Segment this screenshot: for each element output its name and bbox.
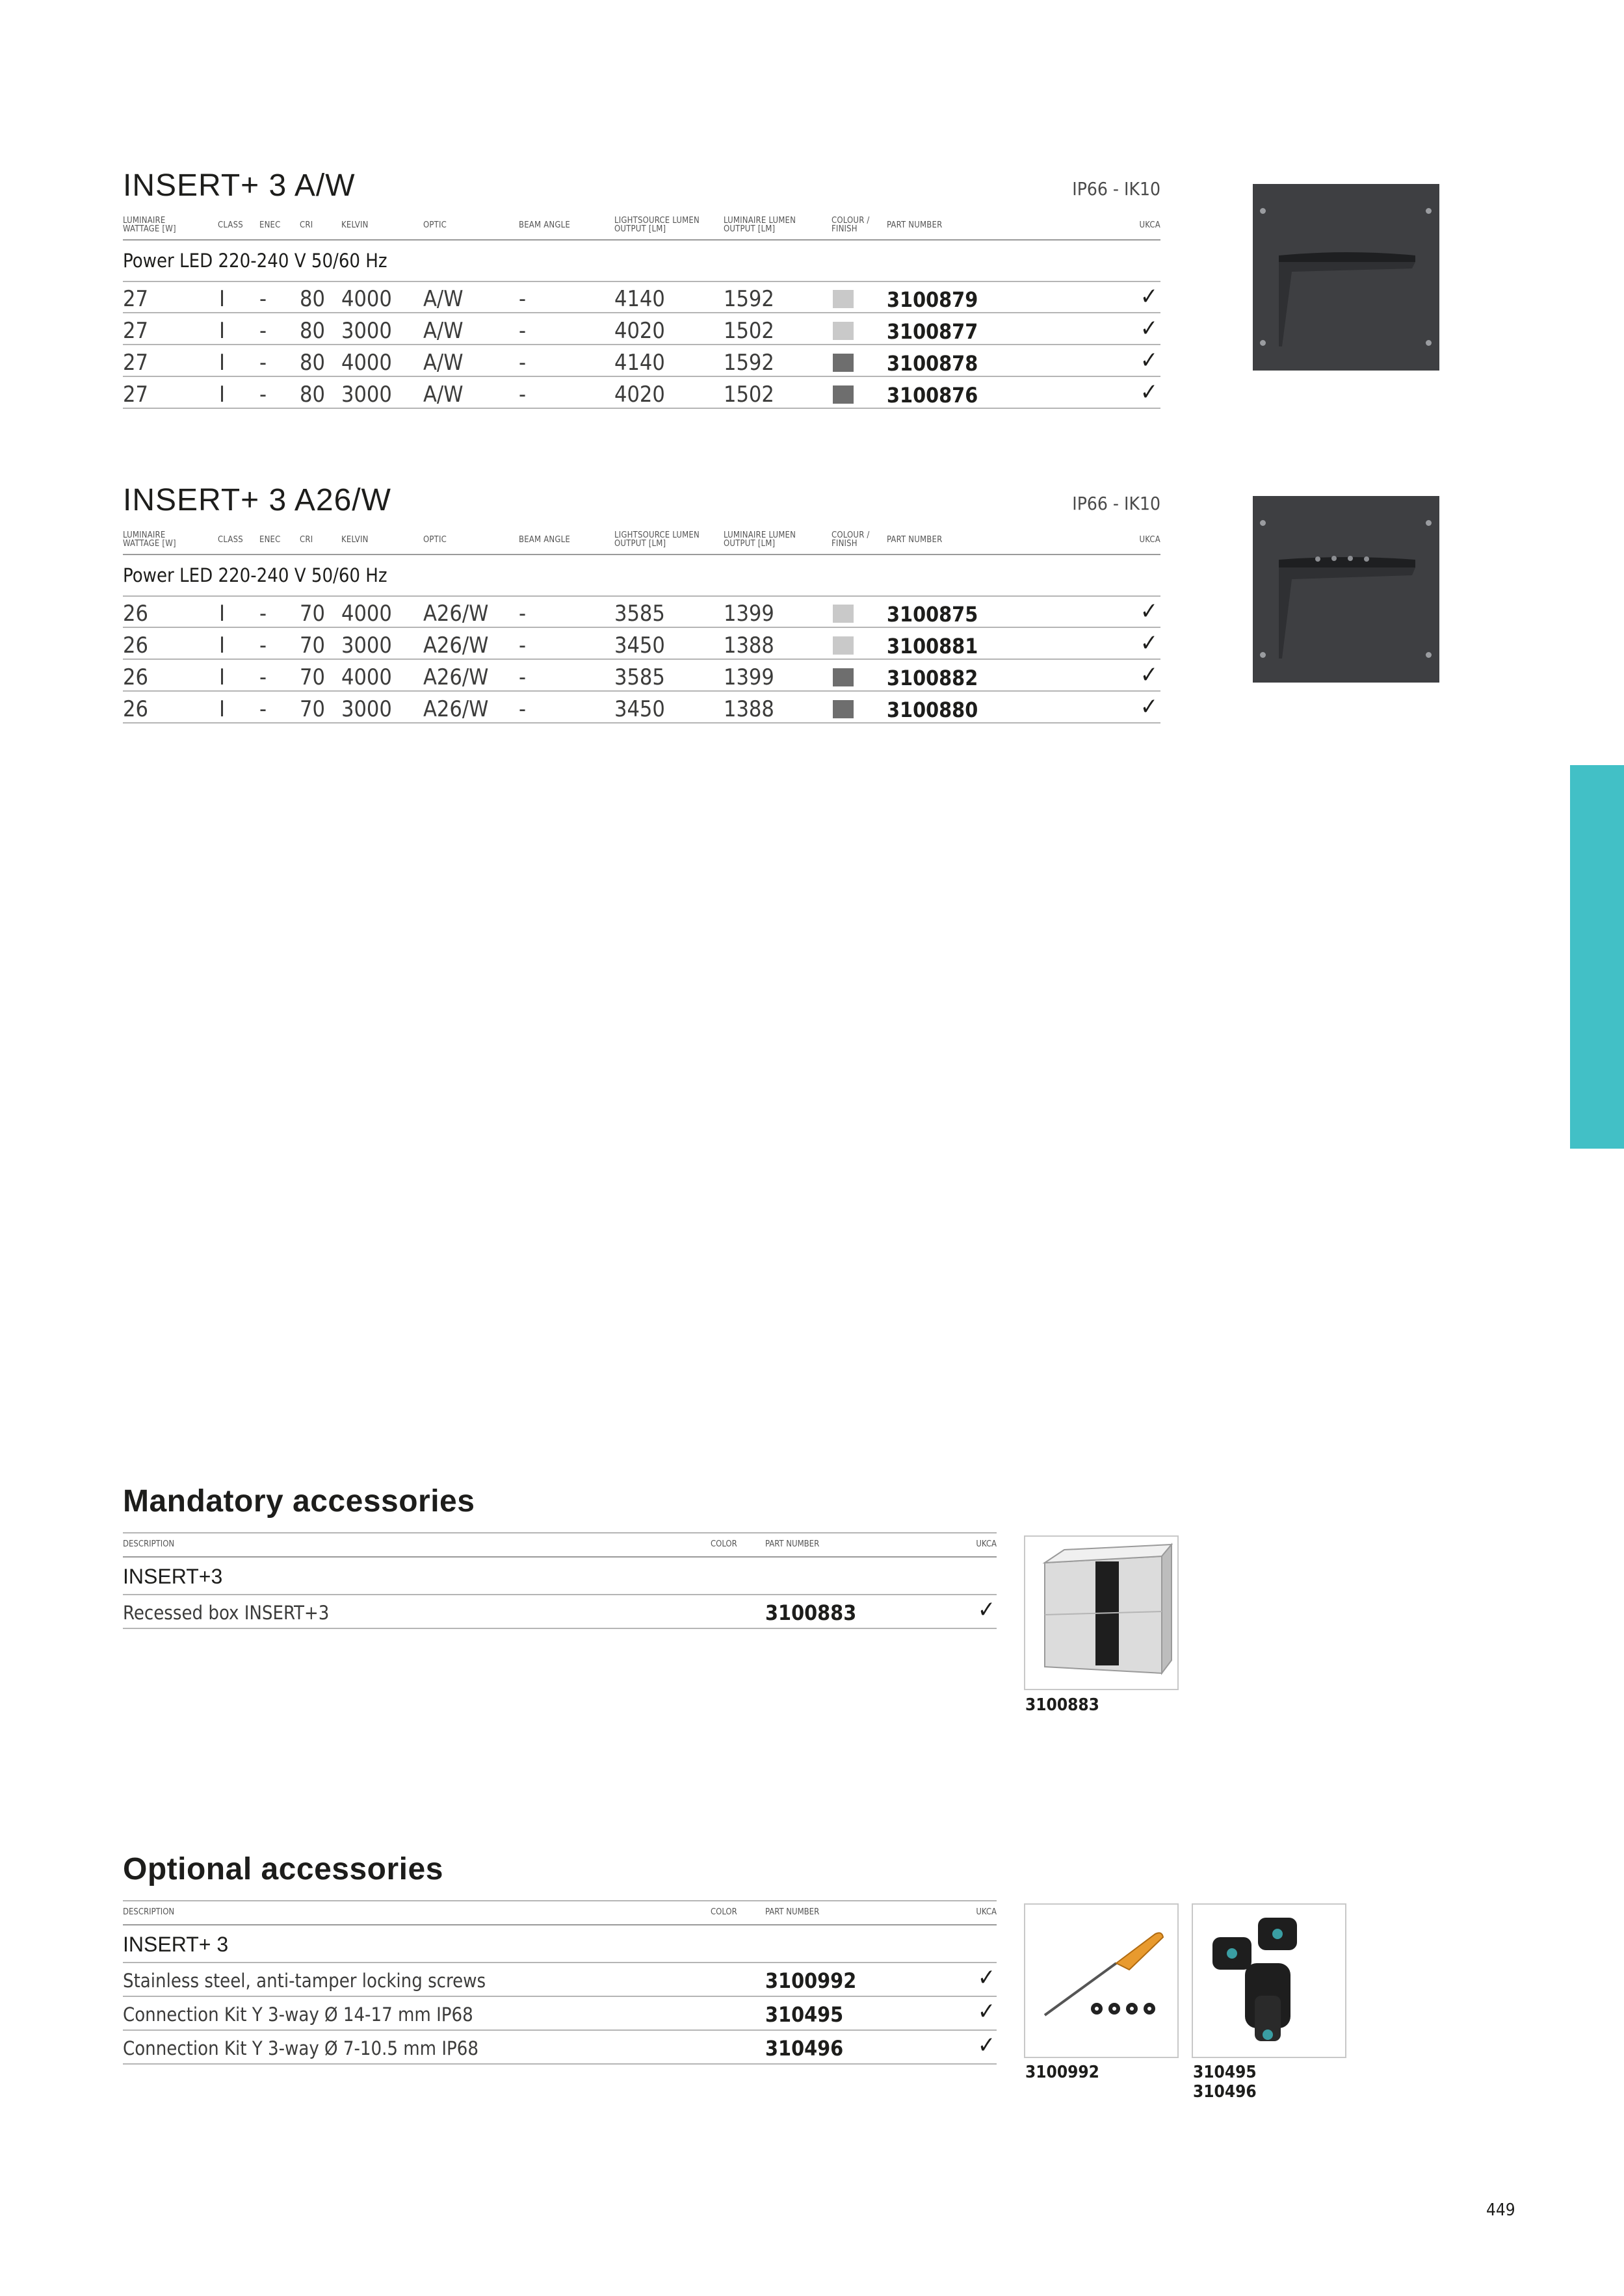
cell-beam: - [519,286,527,312]
cell-lightsource-lumen: 3450 [614,633,665,659]
screwdriver-kit-image [1024,1903,1179,2058]
cell-luminaire-lumen: 1399 [724,601,774,627]
col-ukca: UKCA [1139,220,1160,230]
cell-wattage: 27 [123,350,148,376]
col-part-number: PART NUMBER [765,1539,820,1549]
ukca-check-icon: ✓ [1140,694,1158,720]
ukca-check-icon: ✓ [1140,283,1158,310]
cell-luminaire-lumen: 1399 [724,664,774,690]
cell-enec: - [259,286,267,312]
ukca-check-icon: ✓ [977,2032,995,2059]
cell-cri: 80 [300,286,325,312]
col-ukca: UKCA [976,1539,997,1549]
accessory-description: Recessed box INSERT+3 [123,1602,330,1624]
table-row [123,1595,997,1629]
cell-beam: - [519,318,527,344]
col-enec: ENEC [259,534,281,545]
col-color: COLOR [711,1907,737,1917]
cell-beam: - [519,633,527,659]
ukca-check-icon: ✓ [977,1597,995,1623]
group-label: INSERT+3 [123,1565,223,1588]
col-description: DESCRIPTION [123,1539,175,1549]
image-caption: 3100883 [1025,1695,1099,1715]
colour-swatch [833,700,854,718]
cell-beam: - [519,696,527,722]
table-row [123,346,1160,377]
cell-cri: 70 [300,633,325,659]
cell-enec: - [259,318,267,344]
cell-beam: - [519,664,527,690]
ukca-check-icon: ✓ [1140,662,1158,688]
cell-cri: 70 [300,601,325,627]
cell-class: I [219,633,226,659]
col-ukca: UKCA [1139,534,1160,545]
cell-enec: - [259,633,267,659]
cell-beam: - [519,382,527,408]
table-row [123,660,1160,692]
screw-icon [1426,520,1432,526]
cell-lightsource-lumen: 3450 [614,696,665,722]
cell-lightsource-lumen: 4020 [614,318,665,344]
colour-swatch [833,322,854,340]
col-wattage: LUMINAIRE WATTAGE [W] [123,530,176,549]
cell-enec: - [259,696,267,722]
colour-swatch [833,605,854,623]
ukca-check-icon: ✓ [1140,315,1158,342]
cell-class: I [219,318,226,344]
cell-optic: A26/W [423,696,489,722]
col-part-number: PART NUMBER [887,220,943,230]
cell-luminaire-lumen: 1502 [724,382,774,408]
section-color-tab [1570,765,1624,1149]
header-top-rule [123,1532,997,1533]
part-number: 310496 [765,2036,844,2061]
col-description: DESCRIPTION [123,1907,175,1917]
col-ukca: UKCA [976,1907,997,1917]
part-number: 3100883 [765,1600,857,1625]
cell-kelvin: 4000 [341,350,392,376]
cell-kelvin: 4000 [341,286,392,312]
luminaire-illustration [1253,184,1439,371]
col-cri: CRI [300,220,313,230]
cell-luminaire-lumen: 1388 [724,633,774,659]
col-luminaire-lumen: LUMINAIRE LUMEN OUTPUT [LM] [724,530,796,549]
accessory-description: Connection Kit Y 3-way Ø 7-10.5 mm IP68 [123,2037,478,2059]
table-row [123,314,1160,345]
connection-kit-image [1192,1903,1346,2058]
product-image-a26-w [1253,496,1439,683]
col-lightsource-lumen: LIGHTSOURCE LUMEN OUTPUT [LM] [614,530,700,549]
part-number: 3100878 [887,351,978,376]
part-number: 3100875 [887,602,978,627]
ukca-check-icon: ✓ [1140,347,1158,374]
cell-kelvin: 3000 [341,318,392,344]
luminaire-illustration [1253,496,1439,683]
section-title: Mandatory accessories [123,1484,475,1519]
col-colour-finish: COLOUR / FINISH [832,530,870,549]
ukca-check-icon: ✓ [1140,630,1158,657]
cell-class: I [219,350,226,376]
col-class: CLASS [218,534,243,545]
colour-swatch [833,354,854,372]
screwdriver-illustration [1025,1905,1179,2058]
part-number: 3100992 [765,1968,857,1993]
cell-lightsource-lumen: 4020 [614,382,665,408]
cell-cri: 80 [300,382,325,408]
col-beam-angle: BEAM ANGLE [519,534,570,545]
cell-luminaire-lumen: 1592 [724,350,774,376]
cell-luminaire-lumen: 1592 [724,286,774,312]
cell-class: I [219,696,226,722]
col-luminaire-lumen: LUMINAIRE LUMEN OUTPUT [LM] [724,216,796,234]
part-number: 3100882 [887,666,978,690]
ukca-check-icon: ✓ [977,1964,995,1991]
part-number: 3100877 [887,319,978,344]
cell-kelvin: 4000 [341,601,392,627]
cell-lightsource-lumen: 4140 [614,286,665,312]
cell-wattage: 26 [123,601,148,627]
colour-swatch [833,636,854,655]
col-part-number: PART NUMBER [887,534,943,545]
accessory-description: Stainless steel, anti-tamper locking screws [123,1970,486,1992]
optional-accessories-section [123,1851,997,2072]
cell-beam: - [519,350,527,376]
cell-enec: - [259,601,267,627]
image-caption: 3100992 [1025,2063,1099,2082]
cell-optic: A26/W [423,601,489,627]
col-wattage: LUMINAIRE WATTAGE [W] [123,216,176,234]
table-row [123,2031,997,2065]
group-label: INSERT+ 3 [123,1933,229,1956]
header-rule [123,1556,997,1558]
header-rule [123,1924,997,1925]
cell-optic: A/W [423,350,464,376]
product-title: INSERT+ 3 A26/W [123,483,391,517]
table-row [123,1997,997,2031]
col-optic: OPTIC [423,220,447,230]
product-title: INSERT+ 3 A/W [123,168,356,203]
cell-optic: A/W [423,286,464,312]
ip-rating: IP66 - IK10 [1072,493,1160,514]
colour-swatch [833,668,854,686]
cell-class: I [219,286,226,312]
colour-swatch [833,290,854,308]
part-number: 3100880 [887,698,978,722]
ukca-check-icon: ✓ [1140,379,1158,406]
screw-icon [1426,208,1432,214]
screw-icon [1260,208,1266,214]
col-optic: OPTIC [423,534,447,545]
cell-optic: A26/W [423,633,489,659]
cell-lightsource-lumen: 4140 [614,350,665,376]
header-rule [123,239,1160,241]
cell-class: I [219,382,226,408]
cell-class: I [219,601,226,627]
col-colour-finish: COLOUR / FINISH [832,216,870,234]
part-number: 3100881 [887,634,978,659]
ukca-check-icon: ✓ [1140,598,1158,625]
cell-kelvin: 3000 [341,696,392,722]
header-rule [123,554,1160,555]
screw-icon [1260,652,1266,658]
cell-lightsource-lumen: 3585 [614,601,665,627]
cell-cri: 80 [300,318,325,344]
col-kelvin: KELVIN [341,534,369,545]
col-enec: ENEC [259,220,281,230]
cell-luminaire-lumen: 1388 [724,696,774,722]
cell-optic: A/W [423,318,464,344]
screw-icon [1426,652,1432,658]
product-image-a-w [1253,184,1439,371]
ukca-check-icon: ✓ [977,1998,995,2025]
screw-icon [1260,520,1266,526]
cell-optic: A26/W [423,664,489,690]
accessory-description: Connection Kit Y 3-way Ø 14-17 mm IP68 [123,2003,473,2026]
product-section-a26-w [123,482,1160,723]
table-row [123,629,1160,660]
cell-wattage: 26 [123,664,148,690]
col-class: CLASS [218,220,243,230]
cell-lightsource-lumen: 3585 [614,664,665,690]
cell-kelvin: 3000 [341,633,392,659]
image-caption: 310496 [1193,2082,1257,2102]
cell-cri: 70 [300,664,325,690]
group-label: Power LED 220-240 V 50/60 Hz [123,564,387,586]
cell-enec: - [259,350,267,376]
cell-wattage: 27 [123,286,148,312]
table-row [123,282,1160,313]
table-row [123,378,1160,409]
page-number: 449 [1486,2200,1515,2220]
cell-enec: - [259,382,267,408]
cell-kelvin: 3000 [341,382,392,408]
cell-wattage: 27 [123,318,148,344]
cell-enec: - [259,664,267,690]
cell-kelvin: 4000 [341,664,392,690]
col-beam-angle: BEAM ANGLE [519,220,570,230]
section-title: Optional accessories [123,1852,443,1886]
cell-wattage: 27 [123,382,148,408]
cell-cri: 70 [300,696,325,722]
col-lightsource-lumen: LIGHTSOURCE LUMEN OUTPUT [LM] [614,216,700,234]
col-kelvin: KELVIN [341,220,369,230]
header-top-rule [123,1900,997,1901]
col-color: COLOR [711,1539,737,1549]
part-number: 3100876 [887,383,978,408]
group-label: Power LED 220-240 V 50/60 Hz [123,250,387,272]
table-row [123,692,1160,724]
screw-icon [1426,340,1432,346]
col-part-number: PART NUMBER [765,1907,820,1917]
part-number: 310495 [765,2002,844,2027]
part-number: 3100879 [887,287,978,312]
cell-wattage: 26 [123,633,148,659]
connection-kit-illustration [1193,1905,1346,2058]
product-section-a-w [123,168,1160,408]
cell-class: I [219,664,226,690]
cell-cri: 80 [300,350,325,376]
cell-optic: A/W [423,382,464,408]
mandatory-accessories-section [123,1483,997,1639]
table-row [123,597,1160,628]
image-caption: 310495 [1193,2063,1257,2082]
table-row [123,1963,997,1997]
recessed-box-illustration [1025,1537,1179,1690]
ip-rating: IP66 - IK10 [1072,178,1160,200]
cell-beam: - [519,601,527,627]
cell-luminaire-lumen: 1502 [724,318,774,344]
screw-icon [1260,340,1266,346]
colour-swatch [833,385,854,404]
recessed-box-image [1024,1535,1179,1690]
cell-wattage: 26 [123,696,148,722]
col-cri: CRI [300,534,313,545]
